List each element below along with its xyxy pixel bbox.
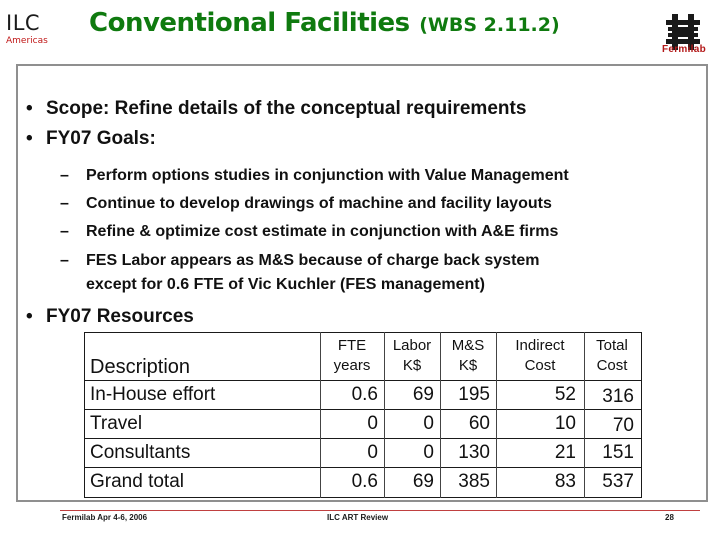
bullet-text: FY07 Resources (46, 306, 194, 327)
sub-bullet-labor-continuation: except for 0.6 FTE of Vic Kuchler (FES management) (86, 276, 485, 293)
cell-fte: 0.6 (351, 384, 378, 405)
dash-icon: – (60, 195, 69, 212)
sub-bullet-text: FES Labor appears as M&S because of charge back system (86, 252, 540, 269)
bullet-text: FY07 Goals: (46, 128, 156, 149)
header-fte-line2: years (333, 357, 371, 374)
row-divider (84, 409, 642, 410)
cell-ms: 60 (468, 413, 490, 434)
header-description: Description (90, 356, 191, 378)
header-indirect-line1: Indirect (515, 337, 565, 354)
sub-bullet-cost (60, 223, 558, 241)
sub-bullet-text: Perform options studies in conjunction with Value Management (86, 167, 569, 184)
header-fte (320, 336, 384, 376)
cell-ms: 195 (458, 384, 490, 405)
header-labor-line2: K$ (402, 357, 422, 374)
cell-total: 316 (602, 386, 634, 407)
row-divider (84, 380, 642, 381)
ilc-logo-text: ILC (6, 11, 41, 35)
cell-total: 537 (602, 471, 634, 492)
header-total (584, 336, 640, 376)
slide-title (89, 8, 649, 48)
sub-bullet-text: Continue to develop drawings of machine and facility layouts (86, 195, 552, 212)
cell-fte: 0 (367, 442, 378, 463)
cell-fte: 0 (367, 413, 378, 434)
cell-total: 151 (602, 442, 634, 463)
header-total-line1: Total (596, 337, 628, 354)
header-ms-line2: K$ (458, 357, 478, 374)
header-labor (384, 336, 440, 376)
sub-bullet-drawings (60, 195, 552, 213)
cell-ms: 385 (458, 471, 490, 492)
cell-description: Grand total (90, 471, 184, 492)
cell-labor: 0 (423, 413, 434, 434)
bullet-goals (26, 128, 156, 150)
header-fte-line1: FTE (337, 337, 367, 354)
dash-icon: – (60, 252, 69, 269)
sub-bullet-labor (60, 252, 540, 270)
bullet-resources (26, 306, 194, 328)
dash-icon: – (60, 167, 69, 184)
cell-indirect: 52 (554, 384, 576, 405)
ilc-americas-logo (6, 12, 74, 46)
sub-bullet-options (60, 167, 569, 185)
bullet-scope (26, 98, 526, 120)
bullet-dot-icon: • (26, 128, 33, 149)
slide-title-wbs: (WBS 2.11.2) (419, 14, 560, 36)
bullet-text: Scope: Refine details of the conceptual requirements (46, 98, 527, 119)
cell-total: 70 (612, 415, 634, 436)
header-total-line2: Cost (596, 357, 628, 374)
cell-description: Consultants (90, 442, 191, 463)
cell-fte: 0.6 (351, 471, 378, 492)
dash-icon: – (60, 223, 69, 240)
header-ms (440, 336, 496, 376)
cell-description: In-House effort (90, 384, 216, 405)
resources-table (84, 332, 642, 498)
row-divider (84, 438, 642, 439)
header-ms-line1: M&S (451, 337, 485, 354)
header-labor-line1: Labor (392, 337, 432, 354)
cell-description: Travel (90, 413, 143, 434)
sub-bullet-text: Refine & optimize cost estimate in conjunction with A&E firms (86, 223, 559, 240)
cell-labor: 69 (412, 384, 434, 405)
header-indirect-line2: Cost (524, 357, 556, 374)
footer-rule (60, 510, 700, 511)
footer-center: ILC ART Review (327, 513, 389, 522)
bullet-dot-icon: • (26, 306, 33, 327)
cell-indirect: 21 (554, 442, 576, 463)
slide-title-main: Conventional Facilities (89, 8, 410, 38)
cell-labor: 69 (412, 471, 434, 492)
ilc-logo-subtitle: Americas (6, 36, 48, 46)
footer-page-number: 28 (665, 513, 674, 522)
header-indirect (496, 336, 584, 376)
cell-ms: 130 (458, 442, 490, 463)
footer-left: Fermilab Apr 4-6, 2006 (62, 513, 148, 522)
cell-labor: 0 (423, 442, 434, 463)
bullet-dot-icon: • (26, 98, 33, 119)
cell-indirect: 10 (554, 413, 576, 434)
fermilab-label: Fermilab (661, 44, 707, 55)
cell-indirect: 83 (554, 471, 576, 492)
row-divider (84, 467, 642, 468)
